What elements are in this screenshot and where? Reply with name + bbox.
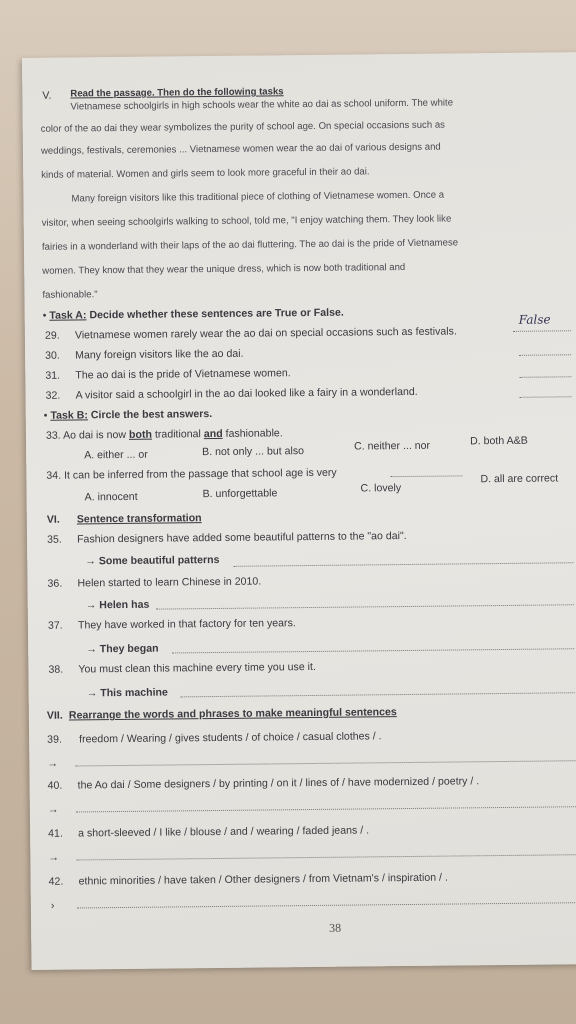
worksheet-content	[40, 72, 576, 935]
task-b-header	[44, 408, 213, 423]
passage-line: color of the ao dai they wear symbolizes the purity of school age. On special occasions such as	[40, 119, 446, 135]
passage-line: Many foreign visitors like this traditional piece of clothing of Vietnamese women. Once a	[71, 189, 445, 205]
passage-line: Vietnamese schoolgirls in high schools wear the white ao dai as school uniform. The white	[70, 97, 454, 113]
arrow-icon: →	[48, 851, 60, 864]
question-text: a short-sleeved / I like / blouse / and / wearing / faded jeans / .	[78, 824, 370, 840]
q33-text-pre: Ao dai is now	[62, 428, 127, 442]
option-b[interactable]: B. unforgettable	[202, 487, 278, 501]
question-number: 41.	[48, 827, 63, 840]
section-v-heading: Read the passage. Then do the following tasks	[70, 86, 284, 100]
question-number: 30.	[45, 349, 60, 362]
question-number: 33.	[45, 429, 61, 442]
answer-blank[interactable]	[520, 396, 572, 398]
question-text: Vietnamese women rarely wear the ao dai on special occasions such as festivals.	[74, 325, 457, 342]
question-text: They have worked in that factory for ten years.	[77, 617, 296, 632]
option-a[interactable]: A. innocent	[84, 490, 138, 504]
question-number: 42.	[48, 875, 64, 888]
question-number: 39.	[47, 733, 62, 746]
handwritten-answer: False	[518, 312, 551, 327]
answer-line[interactable]	[233, 562, 573, 567]
worksheet-page	[22, 52, 576, 970]
section-vii-number: VII.	[46, 709, 63, 722]
passage-line: women. They know that they wear the unique dress, which is now both traditional and	[42, 261, 406, 277]
passage-line: weddings, festivals, ceremonies ... Vietnamese women wear the ao dai of various designs and	[40, 141, 441, 157]
answer-line[interactable]	[77, 902, 576, 908]
section-vi-number: VI.	[46, 513, 60, 526]
option-d[interactable]: D. both A&B	[469, 434, 528, 448]
answer-prompt: → They began	[86, 642, 159, 656]
passage-line: visitor, when seeing schoolgirls walking to school, told me, "I enjoy watching them. They look like	[41, 213, 452, 229]
arrow-icon: ›	[50, 899, 55, 912]
answer-prompt: → Helen has	[85, 598, 150, 612]
question-number: 29.	[44, 329, 60, 342]
task-b-heading: Circle the best answers.	[90, 408, 213, 422]
question-text: Many foreign visitors like the ao dai.	[75, 347, 244, 362]
answer-line[interactable]	[156, 604, 574, 609]
answer-blank[interactable]	[519, 354, 571, 356]
question-34	[46, 467, 336, 483]
q33-text-mid: traditional	[154, 428, 201, 441]
option-b[interactable]: B. not only ... but also	[202, 445, 305, 459]
question-text: A visitor said a schoolgirl in the ao dai looked like a fairy in a wonderland.	[75, 385, 418, 402]
question-number: 31.	[45, 369, 61, 382]
q33-both: both	[128, 428, 153, 441]
option-c[interactable]: C. neither ... nor	[354, 439, 431, 453]
section-v-number: V.	[42, 89, 52, 102]
task-b-label: Task B:	[50, 409, 88, 422]
answer-line[interactable]	[181, 692, 575, 697]
option-a[interactable]: A. either ... or	[84, 448, 148, 462]
question-number: 32.	[45, 389, 61, 402]
answer-line[interactable]	[76, 854, 576, 860]
section-vi-heading: Sentence transformation	[76, 512, 202, 526]
task-a-bullet: •	[42, 309, 47, 322]
question-33	[46, 427, 283, 443]
answer-prompt: → This machine	[86, 686, 168, 700]
section-vii-heading: Rearrange the words and phrases to make meaningful sentences	[68, 706, 397, 722]
question-text: Fashion designers have added some beautiful patterns to the "ao dai".	[76, 529, 407, 546]
page-number: 38	[329, 920, 342, 935]
task-b-bullet: •	[43, 409, 48, 422]
passage-line: kinds of material. Women and girls seem to look more graceful in their ao dai.	[41, 166, 370, 181]
arrow-icon: →	[47, 803, 59, 816]
task-a-label: Task A:	[49, 309, 87, 322]
question-number: 34.	[46, 469, 62, 482]
answer-blank[interactable]	[390, 475, 462, 477]
answer-line[interactable]	[75, 760, 575, 766]
option-c[interactable]: C. lovely	[360, 482, 402, 495]
q33-and: and	[203, 427, 223, 441]
task-a-header	[43, 307, 344, 323]
q33-text-post: fashionable.	[225, 427, 283, 440]
question-text: freedom / Wearing / gives students / of choice / casual clothes / .	[79, 730, 382, 746]
answer-blank[interactable]	[519, 376, 571, 378]
question-text: Helen started to learn Chinese in 2010.	[77, 575, 262, 590]
option-d[interactable]: D. all are correct	[480, 472, 559, 486]
answer-line[interactable]	[172, 648, 574, 653]
question-number: 35.	[46, 533, 62, 546]
passage-line: fairies in a wonderland with their laps of the ao dai fluttering. The ao dai is the pride of Vietnamese	[41, 237, 459, 253]
question-number: 38.	[48, 663, 64, 676]
question-text: You must clean this machine every time you use it.	[78, 660, 316, 676]
question-text: It can be inferred from the passage that school age is very	[63, 466, 337, 482]
question-number: 36.	[47, 577, 63, 590]
question-text: The ao dai is the pride of Vietnamese women.	[75, 367, 291, 382]
answer-line[interactable]	[76, 806, 576, 812]
question-number: 40.	[47, 779, 63, 792]
answer-prompt: → Some beautiful patterns	[85, 553, 220, 568]
question-text: the Ao dai / Some designers / by printing / on it / lines of / have modernized / poetry / .	[77, 775, 480, 792]
question-text: ethnic minorities / have taken / Other designers / from Vietnam's / inspiration / .	[78, 871, 448, 888]
arrow-icon: →	[47, 757, 59, 770]
question-number: 37.	[47, 619, 63, 632]
task-a-heading: Decide whether these sentences are True or False.	[89, 306, 344, 322]
passage-line: fashionable."	[42, 289, 98, 301]
answer-blank[interactable]	[513, 330, 571, 332]
